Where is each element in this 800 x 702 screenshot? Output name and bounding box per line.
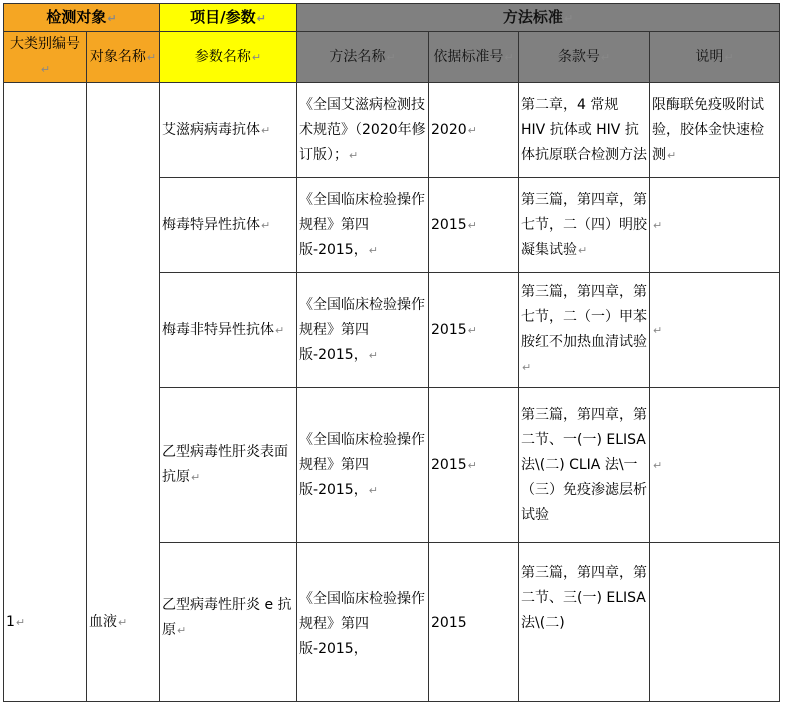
- method-cell: 《全国临床检验操作规程》第四版-2015，↵: [297, 388, 429, 543]
- param-cell: 梅毒非特异性抗体↵: [160, 273, 297, 388]
- note-cell: ↵: [650, 273, 780, 388]
- standard-cell: 2015↵: [429, 388, 519, 543]
- note-cell: ↵: [650, 388, 780, 543]
- method-cell: 《全国艾滋病检测技术规范》（2020年修订版）；↵: [297, 83, 429, 178]
- standard-cell: 2015: [429, 543, 519, 702]
- note-cell: ↵: [650, 178, 780, 273]
- object-name-cell: 血液↵: [87, 83, 160, 702]
- param-cell: 梅毒特异性抗体↵: [160, 178, 297, 273]
- param-cell: 乙型病毒性肝炎表面抗原↵: [160, 388, 297, 543]
- header-group-row: [4, 4, 780, 32]
- param-cell: 乙型病毒性肝炎 e 抗原↵: [160, 543, 297, 702]
- col-object-name: 对象名称↵: [87, 32, 160, 83]
- table-row: [4, 83, 780, 178]
- standard-cell: 2020↵: [429, 83, 519, 178]
- param-cell: 艾滋病病毒抗体↵: [160, 83, 297, 178]
- clause-cell: 第二章，4 常规 HIV 抗体或 HIV 抗体抗原联合检测方法: [519, 83, 650, 178]
- clause-cell: 第三篇，第四章，第二节、一(一) ELISA 法\(二) CLIA 法\一（三）免疫渗滤层析试验: [519, 388, 650, 543]
- method-standard-table: [3, 3, 780, 702]
- col-note: 说明↵: [650, 32, 780, 83]
- clause-cell: 第三篇，第四章，第二节、三(一) ELISA 法\(二): [519, 543, 650, 702]
- note-cell: 限酶联免疫吸附试验，胶体金快速检测↵: [650, 83, 780, 178]
- col-standard-no: 依据标准号↵: [429, 32, 519, 83]
- header-item-param: 项目/参数↵: [160, 4, 297, 32]
- category-no-cell: 1↵: [4, 83, 87, 702]
- col-clause-no: 条款号↵: [519, 32, 650, 83]
- col-category-no: 大类别编号↵: [4, 32, 87, 83]
- method-cell: 《全国临床检验操作规程》第四版-2015，: [297, 543, 429, 702]
- header-detection-target: 检测对象↵: [4, 4, 160, 32]
- standard-cell: 2015↵: [429, 273, 519, 388]
- header-method-standard: 方法标准↵: [297, 4, 780, 32]
- col-param-name: 参数名称↵: [160, 32, 297, 83]
- standard-cell: 2015↵: [429, 178, 519, 273]
- method-cell: 《全国临床检验操作规程》第四版-2015，↵: [297, 178, 429, 273]
- header-column-row: [4, 32, 780, 83]
- note-cell: [650, 543, 780, 702]
- method-cell: 《全国临床检验操作规程》第四版-2015，↵: [297, 273, 429, 388]
- clause-cell: 第三篇，第四章，第七节，二（一）甲苯胺红不加热血清试验↵: [519, 273, 650, 388]
- col-method-name: 方法名称↵: [297, 32, 429, 83]
- clause-cell: 第三篇，第四章，第七节，二（四）明胶凝集试验↵: [519, 178, 650, 273]
